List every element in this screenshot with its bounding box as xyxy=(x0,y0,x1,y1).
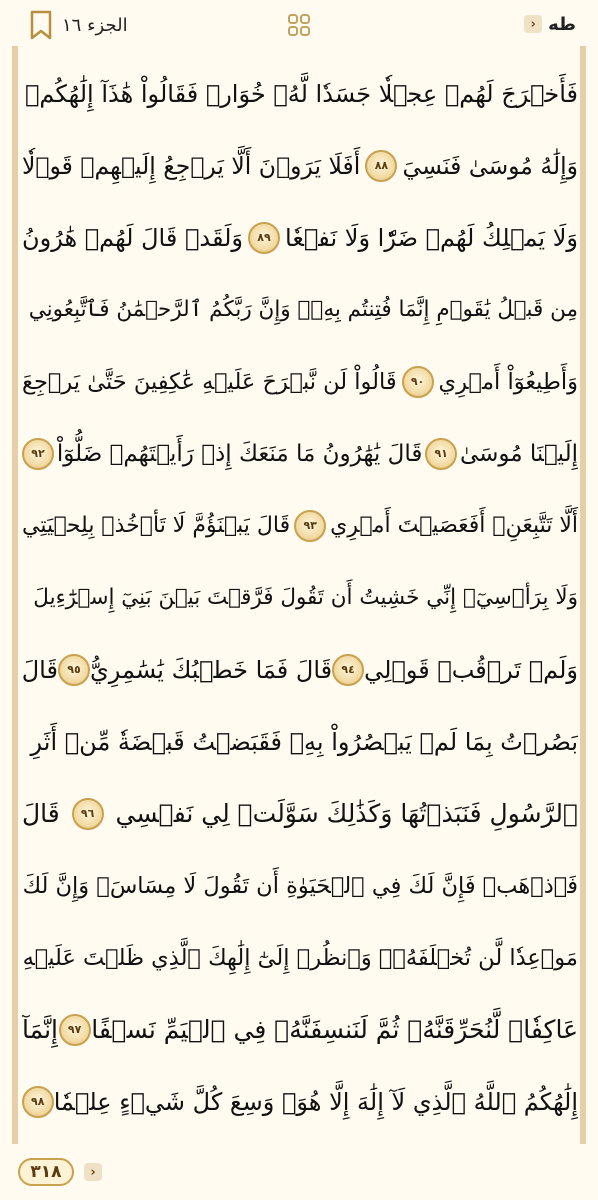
verse-text[interactable]: قَالَ يَبۡنَؤُمَّ لَا تَأۡخُذۡ بِلِحۡيَتِي xyxy=(22,513,291,538)
quran-line xyxy=(22,850,578,922)
quran-line xyxy=(22,418,578,490)
verse-text[interactable]: أَلَّا تَتَّبِعَنِۖ أَفَعَصَيۡتَ أَمۡرِي xyxy=(330,513,578,538)
quran-line xyxy=(22,58,578,130)
verse-text[interactable]: عَاكِفٗاۖ لَّنُحَرِّقَنَّهُۥ ثُمَّ لَنَنسِفَنَّهُۥ فِي ٱلۡيَمِّ نَسۡفًا xyxy=(91,1015,578,1044)
quran-line xyxy=(22,634,578,706)
chevron-left-icon: ‹ xyxy=(524,15,542,33)
ayah-end-marker[interactable]: ٩٣ xyxy=(294,510,326,542)
verse-text[interactable]: وَلَا بِرَأۡسِيٓۖ إِنِّي خَشِيتُ أَن تَقُولَ فَرَّقۡتَ بَيۡنَ بَنِيٓ إِسۡرَٰٓءِيلَ xyxy=(33,585,578,610)
surah-name: طه xyxy=(548,13,576,35)
verse-text[interactable]: أَفَلَا يَرَوۡنَ أَلَّا يَرۡجِعُ إِلَيۡهِمۡ قَوۡلٗا xyxy=(22,152,361,180)
verse-text[interactable]: وَلَقَدۡ قَالَ لَهُمۡ هَٰرُونُ xyxy=(22,224,244,252)
ayah-end-marker[interactable]: ٩٤ xyxy=(332,654,364,686)
verse-text[interactable]: ٱلرَّسُولِ فَنَبَذۡتُهَا وَكَذَٰلِكَ سَوَّلَتۡ لِي نَفۡسِي xyxy=(115,799,578,828)
left-page-border xyxy=(12,46,18,1144)
grid-icon[interactable] xyxy=(287,13,311,37)
quran-line xyxy=(22,130,578,202)
verse-text[interactable]: فَأَخۡرَجَ لَهُمۡ عِجۡلٗا جَسَدٗا لَّهُۥ خُوَارٞ فَقَالُواْ هَٰذَآ إِلَٰهُكُمۡ xyxy=(25,80,578,108)
quran-line xyxy=(22,778,578,850)
juz-label: الجزء ١٦ xyxy=(62,14,128,36)
verse-text[interactable]: إِنَّمَآ xyxy=(22,1015,58,1044)
verse-text[interactable]: قَالَ xyxy=(22,656,58,684)
page-footer xyxy=(0,1150,598,1200)
verse-text[interactable]: وَأَطِيعُوٓاْ أَمۡرِي xyxy=(438,369,578,395)
juz-indicator[interactable] xyxy=(30,10,128,40)
quran-line xyxy=(22,202,578,274)
verse-text[interactable]: بَصُرۡتُ بِمَا لَمۡ يَبۡصُرُواْ بِهِۦ فَقَبَضۡتُ قَبۡضَةٗ مِّنۡ أَثَرِ xyxy=(30,728,578,756)
ayah-end-marker[interactable]: ٩٨ xyxy=(22,1086,54,1118)
ayah-end-marker[interactable]: ٩١ xyxy=(425,438,457,470)
bookmark-icon[interactable] xyxy=(30,10,52,40)
quran-line xyxy=(22,346,578,418)
verse-text[interactable]: قَالَ xyxy=(22,799,60,828)
verse-text[interactable]: قَالُواْ لَن نَّبۡرَحَ عَلَيۡهِ عَٰكِفِينَ حَتَّىٰ يَرۡجِعَ xyxy=(22,369,397,395)
quran-line xyxy=(22,1066,578,1138)
quran-line xyxy=(22,562,578,634)
ayah-end-marker[interactable]: ٩٠ xyxy=(402,366,434,398)
quran-line xyxy=(22,274,578,346)
verse-text[interactable]: إِلَٰهُكُمُ ٱللَّهُ ٱلَّذِي لَآ إِلَٰهَ إِلَّا هُوَۚ وَسِعَ كُلَّ شَيۡءٍ عِلۡمٗا xyxy=(53,1088,578,1116)
verse-text[interactable]: مَوۡعِدٗا لَّن تُخۡلَفَهُۥۖ وَٱنظُرۡ إِلَىٰٓ إِلَٰهِكَ ٱلَّذِي ظَلۡتَ عَلَيۡهِ xyxy=(22,945,578,971)
verse-text[interactable]: قَالَ يَٰهَٰرُونُ مَا مَنَعَكَ إِذۡ رَأَيۡتَهُمۡ ضَلُّوٓاْ xyxy=(56,441,423,467)
quran-line xyxy=(22,994,578,1066)
ayah-end-marker[interactable]: ٩٦ xyxy=(72,798,104,830)
verse-text[interactable]: قَالَ فَمَا خَطۡبُكَ يَٰسَٰمِرِيُّ xyxy=(89,656,333,684)
page-number-badge[interactable]: ٣١٨ xyxy=(18,1158,74,1186)
ayah-end-marker[interactable]: ٩٢ xyxy=(22,438,54,470)
page-header xyxy=(0,0,598,46)
mushaf-page-text xyxy=(22,58,578,1138)
ayah-end-marker[interactable]: ٩٧ xyxy=(59,1014,91,1046)
verse-text[interactable]: فَٱذۡهَبۡ فَإِنَّ لَكَ فِي ٱلۡحَيَوٰةِ أَن تَقُولَ لَا مِسَاسَۖ وَإِنَّ لَكَ xyxy=(22,873,578,899)
ayah-end-marker[interactable]: ٨٨ xyxy=(365,150,397,182)
chevron-right-icon[interactable]: › xyxy=(84,1163,102,1181)
quran-line xyxy=(22,706,578,778)
quran-line xyxy=(22,922,578,994)
verse-text[interactable]: مِن قَبۡلُ يَٰقَوۡمِ إِنَّمَا فُتِنتُم بِهِۦۖ وَإِنَّ رَبَّكُمُ ٱلرَّحۡمَٰنُ فَٱتَّبِعُونِي xyxy=(28,297,578,322)
surah-selector[interactable] xyxy=(524,12,576,36)
verse-text[interactable]: وَلَمۡ تَرۡقُبۡ قَوۡلِي xyxy=(364,656,578,684)
quran-line xyxy=(22,490,578,562)
verse-text[interactable]: إِلَيۡنَا مُوسَىٰ xyxy=(459,441,578,467)
verse-text[interactable]: وَإِلَٰهُ مُوسَىٰ فَنَسِيَ xyxy=(402,152,578,180)
verse-text[interactable]: وَلَا يَمۡلِكُ لَهُمۡ ضَرّٗا وَلَا نَفۡعٗا xyxy=(285,224,578,252)
ayah-end-marker[interactable]: ٨٩ xyxy=(248,222,280,254)
right-page-border xyxy=(580,46,586,1144)
ayah-end-marker[interactable]: ٩٥ xyxy=(58,654,90,686)
